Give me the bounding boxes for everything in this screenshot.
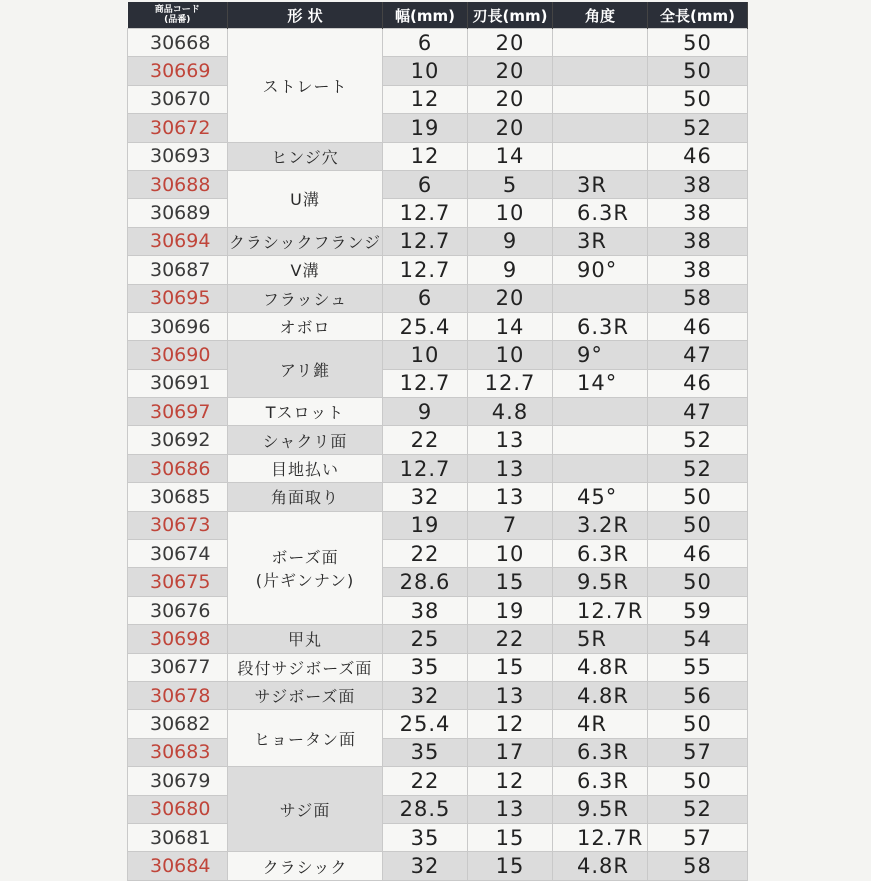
blade-length-cell: 12.7 xyxy=(468,369,553,397)
table-row xyxy=(128,681,748,709)
product-code-cell: 30672 xyxy=(128,114,228,142)
shape-label: フラッシュ xyxy=(262,289,348,309)
product-code-cell: 30668 xyxy=(128,29,228,57)
shape-cell xyxy=(228,341,383,398)
shape-cell xyxy=(228,284,383,312)
table-row xyxy=(128,170,748,198)
total-length-cell: 50 xyxy=(648,511,748,539)
header-row xyxy=(128,2,748,29)
total-length-cell: 50 xyxy=(648,767,748,795)
blade-length-cell: 13 xyxy=(468,483,553,511)
product-code-cell: 30685 xyxy=(128,483,228,511)
angle-cell: 3.2R xyxy=(553,511,648,539)
blade-length-cell: 22 xyxy=(468,625,553,653)
width-cell: 28.5 xyxy=(383,795,468,823)
shape-label: サジ面 xyxy=(279,800,331,820)
total-length-cell: 57 xyxy=(648,738,748,766)
total-length-cell: 58 xyxy=(648,852,748,880)
shape-cell xyxy=(228,227,383,255)
width-cell: 12.7 xyxy=(383,199,468,227)
blade-length-cell: 13 xyxy=(468,426,553,454)
blade-length-cell: 15 xyxy=(468,823,553,851)
shape-cell xyxy=(228,653,383,681)
total-length-cell: 47 xyxy=(648,398,748,426)
header-product-code xyxy=(128,2,228,29)
blade-length-cell: 13 xyxy=(468,454,553,482)
table-row xyxy=(128,653,748,681)
table-row xyxy=(128,426,748,454)
product-code-cell: 30677 xyxy=(128,653,228,681)
product-code-cell: 30673 xyxy=(128,511,228,539)
width-cell: 35 xyxy=(383,823,468,851)
angle-cell xyxy=(553,57,648,85)
table-row xyxy=(128,852,748,880)
header-code-line1: 商品コード xyxy=(154,5,200,15)
table-body xyxy=(128,29,748,881)
width-cell: 9 xyxy=(383,398,468,426)
angle-cell: 5R xyxy=(553,625,648,653)
angle-cell: 12.7R xyxy=(553,596,648,624)
shape-label: ヒンジ穴 xyxy=(271,147,339,167)
blade-length-cell: 20 xyxy=(468,57,553,85)
angle-cell: 6.3R xyxy=(553,199,648,227)
width-cell: 32 xyxy=(383,483,468,511)
product-code-cell: 30675 xyxy=(128,568,228,596)
blade-length-cell: 13 xyxy=(468,795,553,823)
blade-length-cell: 19 xyxy=(468,596,553,624)
angle-cell xyxy=(553,114,648,142)
product-code-cell: 30696 xyxy=(128,312,228,340)
shape-label: ボーズ面 xyxy=(271,547,339,567)
table-row xyxy=(128,625,748,653)
product-code-cell: 30682 xyxy=(128,710,228,738)
total-length-cell: 59 xyxy=(648,596,748,624)
width-cell: 19 xyxy=(383,511,468,539)
header-blade-length: 刃長(mm) xyxy=(468,2,553,29)
angle-cell: 4.8R xyxy=(553,852,648,880)
total-length-cell: 50 xyxy=(648,29,748,57)
product-code-cell: 30698 xyxy=(128,625,228,653)
shape-label: アリ錐 xyxy=(279,360,331,380)
product-code-cell: 30681 xyxy=(128,823,228,851)
header-width: 幅(mm) xyxy=(383,2,468,29)
header-total-length: 全長(mm) xyxy=(648,2,748,29)
angle-cell: 9.5R xyxy=(553,795,648,823)
table-row xyxy=(128,369,748,397)
total-length-cell: 57 xyxy=(648,823,748,851)
table-row xyxy=(128,199,748,227)
blade-length-cell: 13 xyxy=(468,681,553,709)
table-row xyxy=(128,483,748,511)
total-length-cell: 50 xyxy=(648,483,748,511)
table-row xyxy=(128,312,748,340)
total-length-cell: 52 xyxy=(648,426,748,454)
blade-length-cell: 15 xyxy=(468,568,553,596)
shape-label: 甲丸 xyxy=(287,630,322,650)
shape-cell xyxy=(228,625,383,653)
total-length-cell: 50 xyxy=(648,568,748,596)
shape-label: シャクリ面 xyxy=(262,431,348,451)
blade-length-cell: 17 xyxy=(468,738,553,766)
angle-cell xyxy=(553,142,648,170)
blade-length-cell: 20 xyxy=(468,29,553,57)
blade-length-cell: 15 xyxy=(468,852,553,880)
table-row xyxy=(128,227,748,255)
shape-label: 段付サジボーズ面 xyxy=(237,658,373,678)
angle-cell xyxy=(553,284,648,312)
width-cell: 22 xyxy=(383,767,468,795)
table-row xyxy=(128,795,748,823)
blade-length-cell: 14 xyxy=(468,312,553,340)
table-row xyxy=(128,284,748,312)
table-row xyxy=(128,596,748,624)
angle-cell: 12.7R xyxy=(553,823,648,851)
angle-cell: 9° xyxy=(553,341,648,369)
shape-cell xyxy=(228,170,383,227)
blade-length-cell: 12 xyxy=(468,767,553,795)
total-length-cell: 38 xyxy=(648,170,748,198)
width-cell: 10 xyxy=(383,341,468,369)
product-code-cell: 30690 xyxy=(128,341,228,369)
angle-cell: 4.8R xyxy=(553,653,648,681)
total-length-cell: 56 xyxy=(648,681,748,709)
product-code-cell: 30680 xyxy=(128,795,228,823)
angle-cell: 9.5R xyxy=(553,568,648,596)
angle-cell: 6.3R xyxy=(553,738,648,766)
shape-cell xyxy=(228,256,383,284)
width-cell: 22 xyxy=(383,540,468,568)
shape-cell xyxy=(228,767,383,852)
width-cell: 22 xyxy=(383,426,468,454)
table-row xyxy=(128,57,748,85)
shape-cell xyxy=(228,312,383,340)
angle-cell: 3R xyxy=(553,227,648,255)
angle-cell: 45° xyxy=(553,483,648,511)
width-cell: 25.4 xyxy=(383,710,468,738)
table-row xyxy=(128,114,748,142)
product-code-cell: 30693 xyxy=(128,142,228,170)
shape-label: オボロ xyxy=(279,318,331,338)
blade-length-cell: 10 xyxy=(468,199,553,227)
shape-cell xyxy=(228,426,383,454)
angle-cell: 6.3R xyxy=(553,767,648,795)
blade-length-cell: 20 xyxy=(468,85,553,113)
product-code-cell: 30676 xyxy=(128,596,228,624)
width-cell: 12.7 xyxy=(383,227,468,255)
product-code-cell: 30686 xyxy=(128,454,228,482)
angle-cell: 4.8R xyxy=(553,681,648,709)
shape-cell xyxy=(228,511,383,625)
shape-cell xyxy=(228,142,383,170)
total-length-cell: 46 xyxy=(648,142,748,170)
blade-length-cell: 9 xyxy=(468,227,553,255)
product-code-cell: 30679 xyxy=(128,767,228,795)
product-code-cell: 30691 xyxy=(128,369,228,397)
angle-cell: 6.3R xyxy=(553,312,648,340)
angle-cell xyxy=(553,398,648,426)
angle-cell: 14° xyxy=(553,369,648,397)
blade-length-cell: 5 xyxy=(468,170,553,198)
angle-cell: 6.3R xyxy=(553,540,648,568)
shape-cell xyxy=(228,852,383,880)
angle-cell: 90° xyxy=(553,256,648,284)
total-length-cell: 55 xyxy=(648,653,748,681)
total-length-cell: 46 xyxy=(648,312,748,340)
shape-label: U溝 xyxy=(290,190,320,210)
table-row xyxy=(128,511,748,539)
width-cell: 12.7 xyxy=(383,454,468,482)
blade-length-cell: 12 xyxy=(468,710,553,738)
product-code-cell: 30669 xyxy=(128,57,228,85)
blade-length-cell: 4.8 xyxy=(468,398,553,426)
blade-length-cell: 9 xyxy=(468,256,553,284)
width-cell: 25 xyxy=(383,625,468,653)
angle-cell: 4R xyxy=(553,710,648,738)
blade-length-cell: 20 xyxy=(468,114,553,142)
shape-label: ヒョータン面 xyxy=(253,729,356,749)
angle-cell xyxy=(553,454,648,482)
table-row xyxy=(128,454,748,482)
width-cell: 32 xyxy=(383,681,468,709)
width-cell: 6 xyxy=(383,170,468,198)
header-code-line2: (品番) xyxy=(164,15,191,25)
width-cell: 6 xyxy=(383,29,468,57)
table-row xyxy=(128,823,748,851)
header-angle: 角度 xyxy=(553,2,648,29)
width-cell: 12.7 xyxy=(383,369,468,397)
product-code-cell: 30684 xyxy=(128,852,228,880)
product-code-cell: 30687 xyxy=(128,256,228,284)
table-row xyxy=(128,398,748,426)
product-code-cell: 30695 xyxy=(128,284,228,312)
product-code-cell: 30692 xyxy=(128,426,228,454)
width-cell: 28.6 xyxy=(383,568,468,596)
table-row xyxy=(128,29,748,57)
shape-label: クラシックフランジ xyxy=(228,232,382,252)
shape-cell xyxy=(228,710,383,767)
shape-cell xyxy=(228,454,383,482)
product-code-cell: 30683 xyxy=(128,738,228,766)
total-length-cell: 50 xyxy=(648,85,748,113)
product-code-cell: 30697 xyxy=(128,398,228,426)
blade-length-cell: 20 xyxy=(468,284,553,312)
width-cell: 38 xyxy=(383,596,468,624)
total-length-cell: 52 xyxy=(648,795,748,823)
angle-cell xyxy=(553,85,648,113)
shape-label: ストレート xyxy=(262,76,348,96)
product-code-cell: 30689 xyxy=(128,199,228,227)
blade-length-cell: 7 xyxy=(468,511,553,539)
blade-length-cell: 15 xyxy=(468,653,553,681)
width-cell: 32 xyxy=(383,852,468,880)
product-code-cell: 30678 xyxy=(128,681,228,709)
width-cell: 6 xyxy=(383,284,468,312)
table-row xyxy=(128,142,748,170)
shape-label: 角面取り xyxy=(270,488,339,508)
table-row xyxy=(128,767,748,795)
table-row xyxy=(128,738,748,766)
width-cell: 10 xyxy=(383,57,468,85)
shape-cell xyxy=(228,681,383,709)
blade-length-cell: 10 xyxy=(468,540,553,568)
angle-cell: 3R xyxy=(553,170,648,198)
shape-label: サジボーズ面 xyxy=(254,687,356,707)
width-cell: 35 xyxy=(383,653,468,681)
shape-label: 目地払い xyxy=(270,460,339,480)
total-length-cell: 52 xyxy=(648,114,748,142)
product-code-cell: 30688 xyxy=(128,170,228,198)
product-code-cell: 30694 xyxy=(128,227,228,255)
total-length-cell: 58 xyxy=(648,284,748,312)
blade-length-cell: 14 xyxy=(468,142,553,170)
width-cell: 12 xyxy=(383,142,468,170)
width-cell: 12.7 xyxy=(383,256,468,284)
width-cell: 35 xyxy=(383,738,468,766)
total-length-cell: 50 xyxy=(648,57,748,85)
shape-label: Tスロット xyxy=(265,403,345,423)
shape-label: V溝 xyxy=(290,261,320,281)
header-shape: 形 状 xyxy=(228,2,383,29)
table-row xyxy=(128,568,748,596)
angle-cell xyxy=(553,426,648,454)
spec-sheet xyxy=(127,2,747,881)
total-length-cell: 50 xyxy=(648,710,748,738)
shape-cell xyxy=(228,398,383,426)
total-length-cell: 47 xyxy=(648,341,748,369)
table-row xyxy=(128,341,748,369)
total-length-cell: 46 xyxy=(648,369,748,397)
product-code-cell: 30670 xyxy=(128,85,228,113)
shape-cell xyxy=(228,483,383,511)
shape-label-sub: (片ギンナン) xyxy=(255,570,355,590)
total-length-cell: 38 xyxy=(648,256,748,284)
table-row xyxy=(128,540,748,568)
router-bit-spec-table xyxy=(127,2,748,881)
table-row xyxy=(128,710,748,738)
width-cell: 25.4 xyxy=(383,312,468,340)
shape-label: クラシック xyxy=(262,857,348,877)
shape-cell xyxy=(228,29,383,143)
product-code-cell: 30674 xyxy=(128,540,228,568)
width-cell: 12 xyxy=(383,85,468,113)
total-length-cell: 52 xyxy=(648,454,748,482)
table-row xyxy=(128,256,748,284)
table-row xyxy=(128,85,748,113)
total-length-cell: 46 xyxy=(648,540,748,568)
total-length-cell: 54 xyxy=(648,625,748,653)
total-length-cell: 38 xyxy=(648,199,748,227)
total-length-cell: 38 xyxy=(648,227,748,255)
width-cell: 19 xyxy=(383,114,468,142)
blade-length-cell: 10 xyxy=(468,341,553,369)
angle-cell xyxy=(553,29,648,57)
